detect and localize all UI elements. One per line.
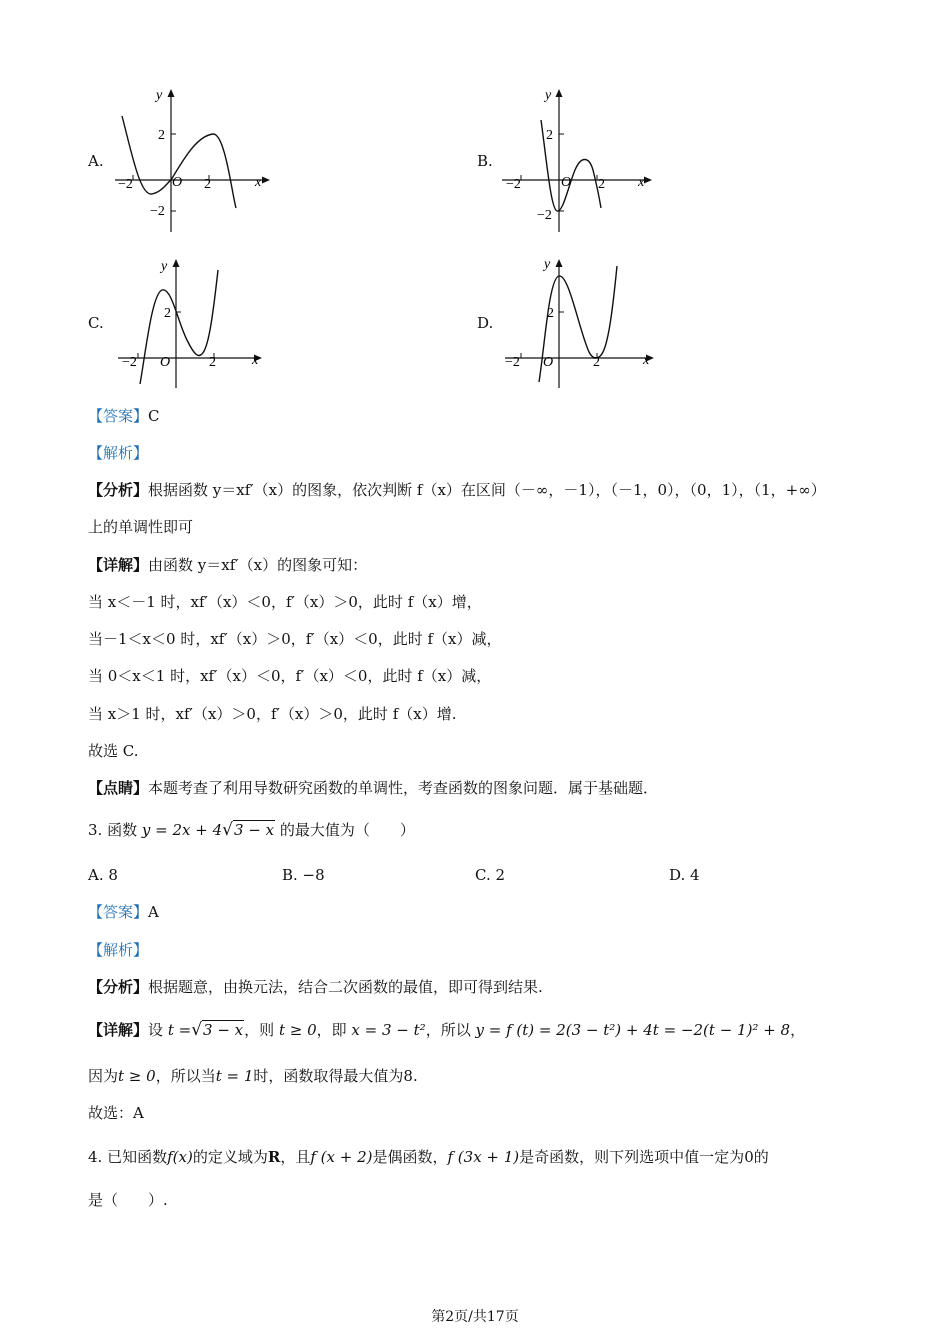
xj-root: 3 − x — [203, 1021, 244, 1039]
xj-f: y = f (t) = 2(3 − t²) + 4t = −2(t − 1)² + 8 — [475, 1021, 791, 1039]
q3-stem-suffix: 的最大值为（ ） — [279, 821, 415, 839]
dianjing-tag: 【点睛】 — [88, 779, 149, 797]
q3-formula-left: y = 2x + 4 — [141, 821, 223, 839]
xj-t-ge: t ≥ 0 — [278, 1021, 317, 1039]
q2-case-1: 当 x＜－1 时，xf′（x）＜0，f′（x）＞0，此时 f（x）增， — [88, 593, 482, 611]
option-a-label: A. — [88, 152, 104, 170]
q4-stem-line-2: 是（ ）. — [88, 1191, 168, 1209]
graph-option-d — [497, 254, 667, 398]
line2-t1: t = 1 — [215, 1067, 254, 1085]
page-footer: 第2页/共17页 — [431, 1309, 519, 1325]
tick-label-x-neg: −2 — [118, 177, 133, 192]
origin-label: O — [561, 175, 572, 190]
xj-x-eq: x = 3 − t² — [351, 1021, 426, 1039]
answer-value: C — [148, 407, 160, 425]
q3-stem-prefix: 函数 — [107, 821, 138, 839]
tick-label-y-neg: −2 — [150, 204, 165, 219]
analysis-tag: 【解析】 — [88, 941, 149, 959]
q3-xiangjie-line — [88, 1020, 805, 1040]
curve — [140, 270, 218, 384]
y-axis-arrow — [556, 259, 563, 267]
line2-d: . — [412, 1067, 418, 1085]
q3-choice-b: B. −8 — [282, 866, 325, 884]
y-axis-label: y — [544, 257, 551, 272]
origin-label: O — [172, 175, 183, 190]
tick-label-x-pos: 2 — [204, 177, 211, 192]
line2-b: ，所以当 — [155, 1067, 216, 1085]
fenxi-text: 根据函数 y＝xf′（x）的图象，依次判断 f（x）在区间（－∞，－1），（－1，0），（0，1），（1，+∞） — [148, 481, 826, 499]
graph-option-a — [110, 84, 280, 240]
tick-label-y-pos: 2 — [164, 306, 171, 321]
q3-line-2 — [88, 1066, 418, 1086]
xj-t-eq: t = — [167, 1021, 192, 1039]
q2-answer-line — [88, 406, 160, 426]
xiangjie-text: 由函数 y＝xf′（x）的图象可知： — [148, 556, 368, 574]
q2-analysis-line — [88, 443, 148, 463]
q2-conclusion: 故选 C. — [88, 742, 139, 760]
x-axis-label: x — [252, 353, 259, 368]
y-axis-arrow — [168, 89, 175, 97]
fenxi-tag: 【分析】 — [88, 978, 149, 996]
q4-zero: 0 — [744, 1148, 754, 1166]
tick-label-x-neg: −2 — [506, 177, 521, 192]
q2-xiangjie-line — [88, 555, 367, 575]
q4-p6: 的 — [753, 1148, 769, 1166]
q4-R: R — [267, 1148, 281, 1166]
xj-mid2: ，即 — [316, 1021, 347, 1039]
y-axis-arrow — [173, 259, 180, 267]
option-b-label: B. — [477, 152, 493, 170]
q3-formula-root: 3 − x — [233, 821, 275, 839]
q3-choice-c: C. 2 — [475, 866, 506, 884]
line2-t: t ≥ 0 — [118, 1067, 156, 1085]
line2-8: 8 — [403, 1067, 413, 1085]
xiangjie-tag: 【详解】 — [88, 1021, 149, 1039]
fenxi-text: 根据题意，由换元法，结合二次函数的最值，即可得到结果. — [148, 978, 543, 996]
line2-a: 因为 — [88, 1067, 119, 1085]
line2-c: 时，函数取得最大值为 — [253, 1067, 404, 1085]
q4-f1: f (x + 2) — [310, 1148, 373, 1166]
q2-case-3: 当 0＜x＜1 时，xf′（x）＜0，f′（x）＜0，此时 f（x）减， — [88, 667, 492, 685]
origin-label: O — [160, 355, 171, 370]
xj-end: ， — [790, 1021, 806, 1039]
q4-p3: ，且 — [280, 1148, 311, 1166]
y-axis-arrow — [556, 89, 563, 97]
tick-label-x-pos: 2 — [598, 177, 605, 192]
xj-mid1: ，则 — [244, 1021, 275, 1039]
q3-choice-a: A. 8 — [88, 866, 118, 884]
tick-label-y-pos: 2 — [547, 306, 554, 321]
answer-tag: 【答案】 — [88, 903, 149, 921]
y-axis-label: y — [545, 88, 552, 103]
q2-fenxi-line — [88, 480, 826, 500]
q2-dianjing-line — [88, 778, 658, 798]
q4-p4: 是偶函数， — [372, 1148, 448, 1166]
q3-answer-line — [88, 902, 159, 922]
x-axis-label: x — [255, 175, 262, 190]
xiangjie-tag: 【详解】 — [88, 556, 149, 574]
q4-number: 4. — [88, 1148, 103, 1166]
xj-mid3: ，所以 — [425, 1021, 471, 1039]
tick-label-x-neg: −2 — [122, 355, 137, 370]
x-axis-label: x — [638, 175, 645, 190]
q4-p1: 已知函数 — [107, 1148, 168, 1166]
q4-p5: 是奇函数，则下列选项中值一定为 — [519, 1148, 745, 1166]
origin-label: O — [543, 355, 554, 370]
y-axis-label: y — [156, 88, 163, 103]
answer-tag: 【答案】 — [88, 407, 149, 425]
q2-fenxi-line-2 — [88, 517, 193, 537]
q4-fx: f(x) — [167, 1148, 193, 1166]
tick-label-y-neg: −2 — [537, 208, 552, 223]
q3-fenxi-line — [88, 977, 543, 997]
sqrt-sign: √ — [191, 1020, 203, 1040]
q3-conclusion: 故选：A — [88, 1104, 144, 1122]
xj-she: 设 — [148, 1021, 164, 1039]
q3-stem — [88, 820, 415, 840]
tick-label-x-pos: 2 — [593, 355, 600, 370]
q2-case-2: 当－1＜x＜0 时，xf′（x）＞0，f′（x）＜0，此时 f（x）减， — [88, 630, 502, 648]
q4-f2: f (3x + 1) — [447, 1148, 520, 1166]
x-axis-arrow — [262, 177, 270, 184]
graph-option-c — [110, 254, 280, 398]
tick-label-x-neg: −2 — [505, 355, 520, 370]
curve — [122, 116, 236, 208]
tick-label-y-pos: 2 — [158, 128, 165, 143]
y-axis-label: y — [161, 259, 168, 274]
q3-choice-d: D. 4 — [669, 866, 700, 884]
x-axis-arrow — [644, 177, 652, 184]
q4-p2: 的定义域为 — [192, 1148, 268, 1166]
option-d-label: D. — [477, 314, 494, 332]
fenxi-text-2: 上的单调性即可 — [88, 518, 194, 536]
tick-label-y-pos: 2 — [546, 128, 553, 143]
tick-label-x-pos: 2 — [209, 355, 216, 370]
sqrt-sign: √ — [222, 820, 233, 840]
dianjing-text: 本题考查了利用导数研究函数的单调性，考查函数的图象问题．属于基础题． — [148, 779, 659, 797]
q3-number: 3. — [88, 821, 103, 839]
q2-case-4: 当 x＞1 时，xf′（x）＞0，f′（x）＞0，此时 f（x）增. — [88, 705, 457, 723]
q3-analysis-line — [88, 940, 148, 960]
q4-stem — [88, 1147, 769, 1167]
option-c-label: C. — [88, 314, 104, 332]
fenxi-tag: 【分析】 — [88, 481, 149, 499]
x-axis-label: x — [643, 353, 650, 368]
analysis-tag: 【解析】 — [88, 444, 149, 462]
graph-option-b — [497, 84, 667, 240]
answer-value: A — [148, 903, 159, 921]
